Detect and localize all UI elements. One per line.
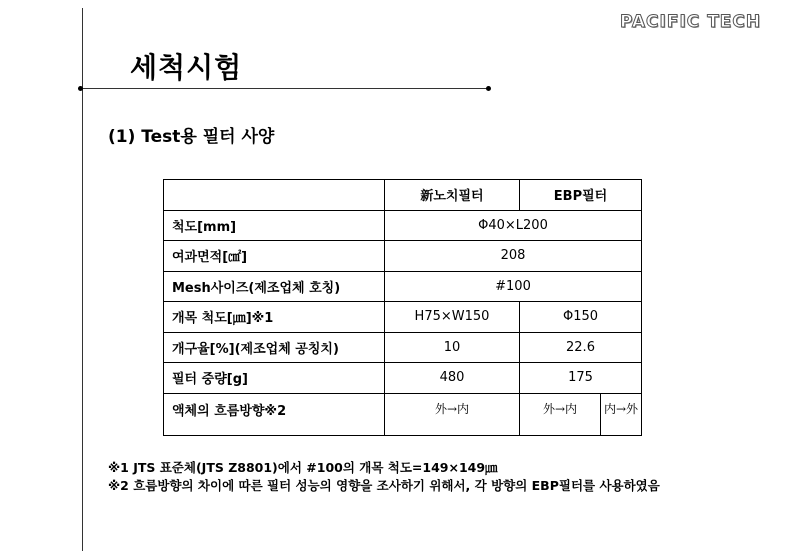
ebp-value: 22.6 bbox=[520, 332, 642, 363]
underline-left-dot bbox=[78, 86, 83, 91]
filter-spec-table bbox=[163, 179, 642, 436]
table-header-cell: 新노치필터 bbox=[385, 180, 520, 211]
ebp-value: 175 bbox=[520, 363, 642, 394]
row-label: 척도[mm] bbox=[164, 210, 385, 241]
footnotes bbox=[108, 459, 660, 495]
row-label: 개구율[%](제조업체 공칭치) bbox=[164, 332, 385, 363]
row-label: 필터 중량[g] bbox=[164, 363, 385, 394]
footnote-2: ※2 흐름방향의 차이에 따른 필터 성능의 영향을 조사하기 위해서, 각 방향의 EBP필터를 사용하였음 bbox=[108, 478, 660, 493]
ebp-value-outer-inner: 外→内 bbox=[520, 393, 601, 435]
row-label: Mesh사이즈(제조업체 호칭) bbox=[164, 271, 385, 302]
table-row bbox=[164, 241, 642, 272]
title-underline bbox=[78, 88, 488, 89]
table-header-cell-empty bbox=[164, 180, 385, 211]
row-label: 여과면적[㎠] bbox=[164, 241, 385, 272]
table-row bbox=[164, 210, 642, 241]
notch-value: H75×W150 bbox=[385, 302, 520, 333]
table-row bbox=[164, 363, 642, 394]
table-header-cell: EBP필터 bbox=[520, 180, 642, 211]
row-label: 개목 척도[㎛]※1 bbox=[164, 302, 385, 333]
underline-right-dot bbox=[486, 86, 491, 91]
ebp-value: Φ150 bbox=[520, 302, 642, 333]
notch-value: 外→内 bbox=[385, 393, 520, 435]
notch-value: 480 bbox=[385, 363, 520, 394]
row-value: Φ40×L200 bbox=[385, 210, 642, 241]
table-row bbox=[164, 332, 642, 363]
row-label: 액체의 흐름방향※2 bbox=[164, 393, 385, 435]
table-row bbox=[164, 271, 642, 302]
table-row bbox=[164, 393, 642, 435]
table-row bbox=[164, 302, 642, 333]
section-subtitle: (1) Test용 필터 사양 bbox=[108, 127, 275, 147]
row-value: #100 bbox=[385, 271, 642, 302]
table-header-row bbox=[164, 180, 642, 211]
page-title: 세척시험 bbox=[130, 51, 243, 84]
notch-value: 10 bbox=[385, 332, 520, 363]
footnote-1: ※1 JTS 표준체(JTS Z8801)에서 #100의 개목 척도=149×149㎛ bbox=[108, 460, 498, 475]
row-value: 208 bbox=[385, 241, 642, 272]
company-logo: PACIFIC TECH bbox=[620, 12, 762, 32]
ebp-value-inner-outer: 内→外 bbox=[601, 393, 642, 435]
